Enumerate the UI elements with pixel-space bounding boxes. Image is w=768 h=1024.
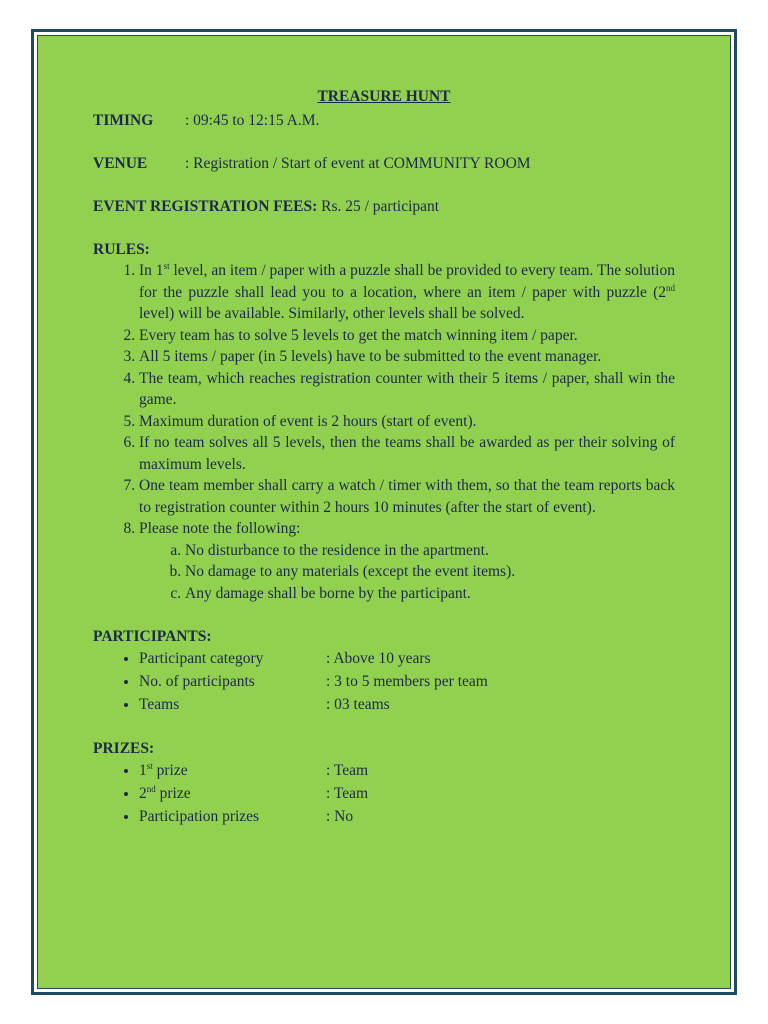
timing-value: : 09:45 to 12:15 A.M. bbox=[185, 111, 320, 129]
fees-label: EVENT REGISTRATION FEES: bbox=[93, 197, 318, 215]
prizes-list bbox=[93, 759, 675, 828]
rule-8-text: Please note the following: bbox=[139, 520, 301, 537]
rule-item: 7. One team member shall carry a watch / timer with them, so that the team reports back to registration counter within 2 hours 10 minutes (after the start of event). bbox=[139, 475, 675, 518]
rule-item: 5. Maximum duration of event is 2 hours (start of event). bbox=[139, 411, 675, 433]
timing-label: TIMING bbox=[93, 111, 154, 129]
sub-rule-item: c. Any damage shall be borne by the participant. bbox=[185, 583, 675, 605]
document-title: TREASURE HUNT bbox=[317, 88, 451, 105]
rule-item: 4. The team, which reaches registration counter with their 5 items / paper, shall win the game. bbox=[139, 368, 675, 411]
rules-heading: RULES: bbox=[93, 240, 150, 258]
prizes-heading: PRIZES: bbox=[93, 739, 155, 757]
prize-item: • Participation prizes : No bbox=[139, 805, 675, 828]
rules-list bbox=[93, 260, 675, 604]
rule-item bbox=[139, 518, 675, 604]
venue-line bbox=[93, 153, 675, 175]
rule-item: 1. In 1st level, an item / paper with a puzzle shall be provided to every team. The solution for the puzzle shall lead you to a location, where an item / paper with puzzle (2nd level) will be available. Similarly, other levels shall be solved. bbox=[139, 260, 675, 325]
rule-item: 6. If no team solves all 5 levels, then the teams shall be awarded as per their solving of maximum levels. bbox=[139, 432, 675, 475]
participants-heading: PARTICIPANTS: bbox=[93, 627, 212, 645]
prize-item: • 2nd prize : Team bbox=[139, 782, 675, 805]
rule-item: 2. Every team has to solve 5 levels to get the match winning item / paper. bbox=[139, 325, 675, 347]
participant-item: • Participant category : Above 10 years bbox=[139, 647, 675, 670]
timing-line bbox=[93, 110, 675, 132]
rule-8-sublist bbox=[139, 540, 675, 605]
participants-list bbox=[93, 647, 675, 716]
rule-item: 3. All 5 items / paper (in 5 levels) have to be submitted to the event manager. bbox=[139, 346, 675, 368]
document-body bbox=[93, 86, 675, 828]
fees-value: Rs. 25 / participant bbox=[317, 197, 440, 215]
venue-value: : Registration / Start of event at COMMUNITY ROOM bbox=[185, 154, 531, 172]
venue-label: VENUE bbox=[93, 154, 148, 172]
prize-item: • 1st prize : Team bbox=[139, 759, 675, 782]
fees-line bbox=[93, 196, 675, 218]
sub-rule-item: a. No disturbance to the residence in the apartment. bbox=[185, 540, 675, 562]
participant-item: • Teams : 03 teams bbox=[139, 693, 675, 716]
participant-item: • No. of participants : 3 to 5 members per team bbox=[139, 670, 675, 693]
sub-rule-item: b. No damage to any materials (except the event items). bbox=[185, 561, 675, 583]
